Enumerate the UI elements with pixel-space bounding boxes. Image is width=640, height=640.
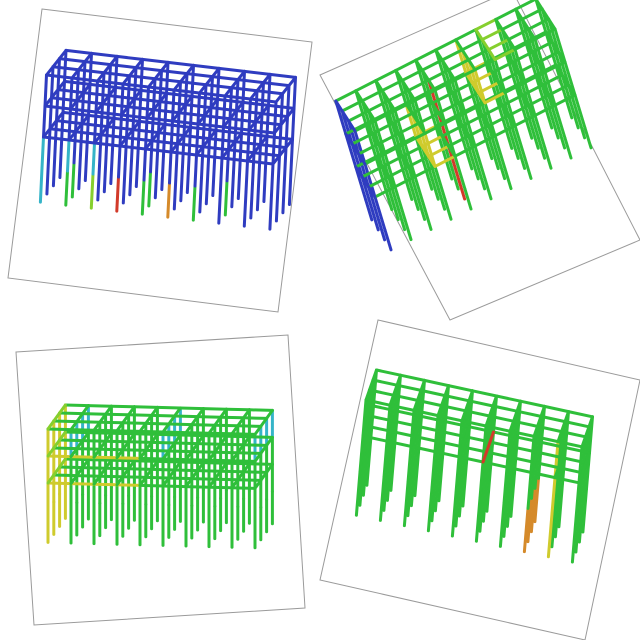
- frame-column: [157, 133, 159, 164]
- frame-column: [261, 114, 263, 145]
- frame-beam: [54, 475, 77, 476]
- frame-beam: [215, 479, 238, 480]
- frame-column: [213, 161, 215, 195]
- frame-column: [291, 139, 293, 170]
- frame-beam: [60, 440, 83, 441]
- frame-column: [42, 137, 44, 168]
- frame-beam: [221, 417, 244, 418]
- frame-beam: [152, 415, 175, 416]
- frame-beam: [54, 448, 77, 449]
- frame-beam: [71, 484, 94, 485]
- frame-beam: [249, 410, 272, 411]
- frame-beam: [192, 479, 215, 480]
- frame-beam: [88, 433, 111, 434]
- frame-column: [60, 143, 62, 177]
- frame-column: [195, 155, 197, 186]
- frame-beam: [180, 408, 203, 409]
- frame-column: [66, 171, 68, 205]
- frame-column: [155, 164, 157, 198]
- frame-beam: [192, 452, 215, 453]
- frame-column: [91, 174, 93, 208]
- frame-column: [144, 149, 146, 180]
- frame-column: [179, 82, 181, 113]
- frame-column: [117, 177, 119, 211]
- frame-column: [232, 173, 234, 207]
- frame-beam: [83, 414, 106, 415]
- frame-column: [281, 94, 283, 125]
- frame-beam: [111, 406, 134, 407]
- frame-column: [178, 113, 180, 144]
- frame-column: [133, 99, 135, 130]
- frame-column: [128, 76, 130, 107]
- frame-beam: [106, 414, 129, 415]
- frame-column: [238, 164, 240, 198]
- frame-column: [53, 152, 55, 186]
- frame-beam: [180, 435, 203, 436]
- frame-column: [104, 158, 106, 192]
- frame-column: [151, 141, 153, 172]
- frame-column: [45, 75, 47, 106]
- frame-column: [111, 149, 113, 183]
- frame-beam: [198, 417, 221, 418]
- frame-beam: [123, 477, 146, 478]
- frame-beam: [169, 478, 192, 479]
- frame-column: [294, 77, 296, 108]
- frame-column: [119, 146, 121, 177]
- frame-beam: [157, 461, 180, 462]
- frame-beam: [106, 468, 129, 469]
- frame-column: [246, 161, 248, 192]
- frame-column: [283, 179, 285, 213]
- frame-beam: [83, 468, 106, 469]
- frame-beam: [209, 460, 232, 461]
- frame-column: [203, 116, 205, 147]
- frame-beam: [129, 442, 152, 443]
- frame-column: [184, 105, 186, 136]
- frame-column: [130, 161, 132, 195]
- frame-column: [160, 71, 162, 102]
- frame-column: [55, 121, 57, 152]
- frame-column: [210, 108, 212, 139]
- frame-beam: [175, 416, 198, 417]
- frame-beam: [60, 467, 83, 468]
- frame-beam: [48, 429, 71, 430]
- frame-column: [68, 140, 70, 171]
- frame-beam: [238, 453, 261, 454]
- frame-column: [44, 106, 46, 137]
- frame-beam: [209, 433, 232, 434]
- frame-beam: [117, 458, 140, 459]
- frame-column: [81, 124, 83, 155]
- frame-column: [135, 68, 137, 99]
- frame-beam: [186, 487, 209, 488]
- frame-beam: [163, 459, 186, 460]
- frame-beam: [238, 480, 261, 481]
- frame-beam: [221, 444, 244, 445]
- frame-beam: [83, 441, 106, 442]
- frame-beam: [60, 413, 83, 414]
- frame-beam: [192, 425, 215, 426]
- frame-column: [225, 181, 227, 215]
- frame-column: [101, 104, 103, 135]
- frame-column: [227, 150, 229, 181]
- frame-beam: [140, 431, 163, 432]
- frame-beam: [111, 433, 134, 434]
- frame-beam: [203, 436, 226, 437]
- frame-beam: [48, 456, 71, 457]
- frame-column: [84, 62, 86, 93]
- frame-column: [237, 80, 239, 111]
- frame-column: [127, 107, 129, 138]
- frame-beam: [203, 409, 226, 410]
- frame-column: [132, 130, 134, 161]
- frame-beam: [71, 457, 94, 458]
- frame-beam: [117, 431, 140, 432]
- frame-beam: [94, 430, 117, 431]
- frame-column: [47, 160, 49, 194]
- frame-beam: [232, 434, 255, 435]
- frame-column: [221, 158, 223, 189]
- frame-beam: [198, 471, 221, 472]
- frame-beam: [244, 445, 267, 446]
- frame-beam: [65, 432, 88, 433]
- frame-column: [72, 163, 74, 197]
- frame-column: [289, 170, 291, 204]
- frame-column: [205, 85, 207, 116]
- frame-beam: [186, 433, 209, 434]
- frame-beam: [77, 449, 100, 450]
- frame-beam: [71, 430, 94, 431]
- frame-column: [186, 74, 188, 105]
- frame-beam: [249, 437, 272, 438]
- frame-column: [123, 169, 125, 203]
- frame-column: [149, 172, 151, 206]
- frame-column: [285, 148, 287, 179]
- frame-column: [206, 170, 208, 204]
- frame-column: [168, 183, 170, 217]
- frame-column: [125, 138, 127, 169]
- frame-column: [202, 147, 204, 178]
- frame-column: [103, 73, 105, 104]
- frame-beam: [169, 451, 192, 452]
- frame-beam: [244, 418, 267, 419]
- frame-column: [50, 98, 52, 129]
- frame-column: [280, 125, 282, 156]
- frame-column: [152, 110, 154, 141]
- frame-beam: [203, 463, 226, 464]
- frame-beam: [226, 463, 249, 464]
- frame-column: [176, 144, 178, 175]
- frame-beam: [100, 449, 123, 450]
- frame-beam: [146, 477, 169, 478]
- frame-beam: [129, 469, 152, 470]
- frame-beam: [186, 460, 209, 461]
- frame-column: [272, 164, 274, 195]
- frame-column: [93, 143, 95, 174]
- frame-beam: [54, 421, 77, 422]
- frame-beam: [249, 464, 272, 465]
- frame-column: [251, 184, 253, 218]
- frame-column: [162, 155, 164, 189]
- frame-beam: [232, 488, 255, 489]
- frame-beam: [134, 434, 157, 435]
- frame-column: [200, 178, 202, 212]
- frame-beam: [100, 422, 123, 423]
- frame-beam: [65, 459, 88, 460]
- frame-beam: [152, 442, 175, 443]
- frame-column: [159, 102, 161, 133]
- frame-column: [254, 122, 256, 153]
- frame-beam: [198, 444, 221, 445]
- frame-beam: [117, 485, 140, 486]
- frame-beam: [123, 450, 146, 451]
- frame-column: [286, 117, 288, 148]
- frame-column: [253, 153, 255, 184]
- frame-beam: [215, 425, 238, 426]
- frame-column: [108, 96, 110, 127]
- frame-column: [74, 132, 76, 163]
- frame-beam: [65, 405, 88, 406]
- frame-beam: [152, 469, 175, 470]
- frame-column: [278, 156, 280, 187]
- frame-column: [264, 167, 266, 201]
- frame-column: [276, 187, 278, 221]
- frame-beam: [221, 471, 244, 472]
- frame-column: [98, 166, 100, 200]
- frame-beam: [232, 461, 255, 462]
- frame-beam: [244, 472, 267, 473]
- frame-column: [262, 83, 264, 114]
- frame-column: [288, 86, 290, 117]
- frame-column: [211, 77, 213, 108]
- frame-beam: [146, 450, 169, 451]
- frame-column: [100, 135, 102, 166]
- frame-column: [106, 127, 108, 158]
- frame-beam: [163, 486, 186, 487]
- frame-column: [183, 136, 185, 167]
- frame-beam: [238, 426, 261, 427]
- frame-column: [57, 90, 59, 121]
- frame-column: [259, 145, 261, 176]
- frame-beam: [77, 476, 100, 477]
- frame-column: [244, 192, 246, 226]
- frame-column: [187, 158, 189, 192]
- frame-column: [193, 186, 195, 220]
- frame-beam: [140, 458, 163, 459]
- frame-column: [142, 180, 144, 214]
- frame-beam: [94, 457, 117, 458]
- frame-beam: [157, 434, 180, 435]
- frame-column: [170, 152, 172, 183]
- frame-beam: [134, 461, 157, 462]
- frame-beam: [94, 484, 117, 485]
- frame-column: [229, 119, 231, 150]
- frame-column: [174, 175, 176, 209]
- frame-column: [270, 195, 272, 229]
- frame-column: [58, 59, 60, 90]
- frame-beam: [175, 470, 198, 471]
- frame-beam: [88, 460, 111, 461]
- frame-beam: [111, 460, 134, 461]
- frame-beam: [77, 422, 100, 423]
- frame-beam: [180, 462, 203, 463]
- frame-beam: [157, 407, 180, 408]
- frame-beam: [129, 415, 152, 416]
- frame-column: [49, 129, 51, 160]
- frame-column: [136, 152, 138, 186]
- frame-column: [181, 167, 183, 201]
- frame-column: [234, 142, 236, 173]
- frame-column: [76, 101, 78, 132]
- frame-column: [154, 79, 156, 110]
- frame-column: [230, 88, 232, 119]
- frame-beam: [175, 443, 198, 444]
- frame-column: [109, 65, 111, 96]
- frame-beam: [146, 423, 169, 424]
- frame-beam: [106, 441, 129, 442]
- frame-column: [77, 70, 79, 101]
- frame-beam: [215, 452, 238, 453]
- frame-beam: [226, 409, 249, 410]
- frame-beam: [134, 407, 157, 408]
- frame-column: [208, 139, 210, 170]
- frame-beam: [48, 483, 71, 484]
- frame-column: [219, 189, 221, 223]
- frame-beam: [209, 487, 232, 488]
- frame-beam: [163, 432, 186, 433]
- frame-beam: [169, 424, 192, 425]
- frame-column: [293, 108, 295, 139]
- frame-column: [235, 111, 237, 142]
- frame-beam: [123, 423, 146, 424]
- frame-beam: [226, 436, 249, 437]
- frame-column: [85, 146, 87, 180]
- frame-beam: [100, 476, 123, 477]
- frame-column: [256, 91, 258, 122]
- frame-column: [257, 176, 259, 210]
- frame-column: [52, 67, 54, 98]
- frame-column: [40, 168, 42, 202]
- frame-beam: [140, 485, 163, 486]
- frame-column: [79, 155, 81, 189]
- frame-column: [82, 93, 84, 124]
- frame-beam: [88, 406, 111, 407]
